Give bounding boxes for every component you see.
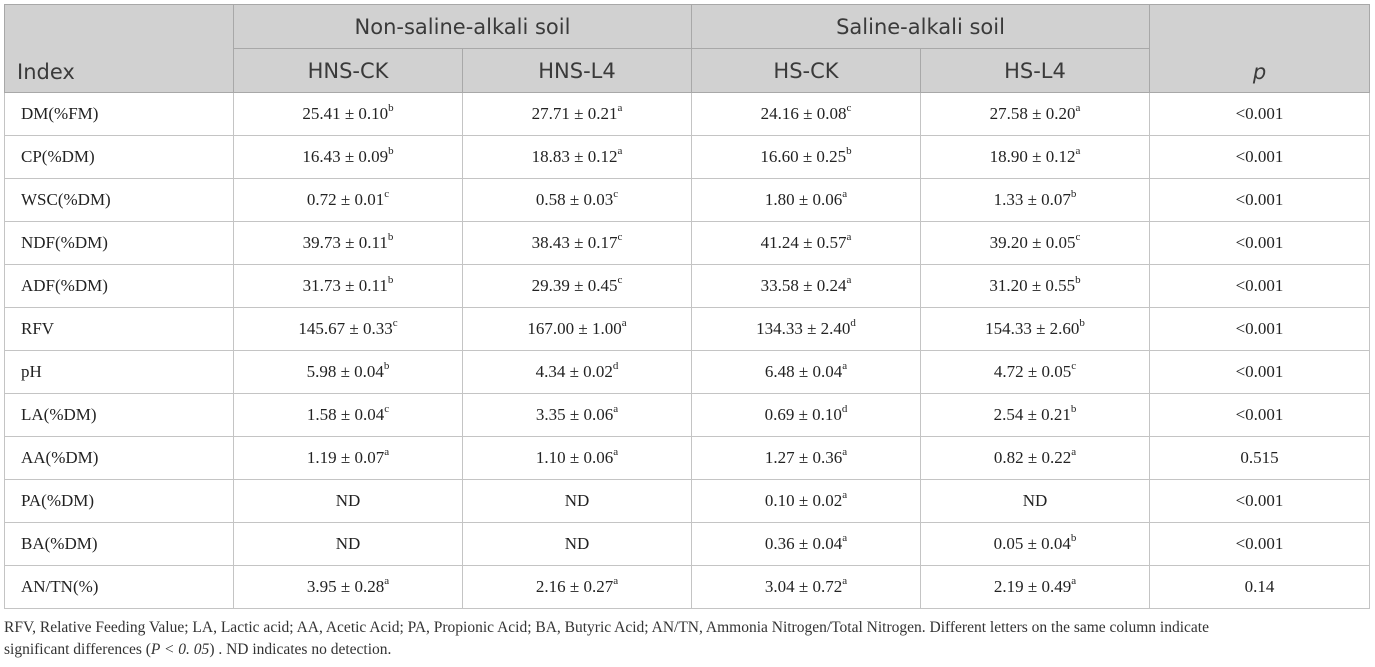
cell-value: 16.43 ± 0.09 [302, 147, 389, 166]
p-value-cell: <0.001 [1150, 523, 1370, 566]
table-body [5, 93, 1370, 609]
footnote-line-2-post: ) . ND indicates no detection. [209, 641, 392, 658]
significance-letter: a [846, 231, 852, 244]
cell-value: ND [564, 534, 590, 553]
table-row [5, 437, 1370, 480]
significance-letter: a [842, 360, 848, 373]
table-row [5, 136, 1370, 179]
subheader-hs-ck: HS-CK [692, 49, 921, 93]
table-cell [234, 437, 463, 480]
significance-letter: a [846, 274, 852, 287]
cell-value: 167.00 ± 1.00 [527, 319, 622, 338]
table-cell [921, 480, 1150, 523]
table-cell [463, 523, 692, 566]
cell-value: 4.72 ± 0.05 [993, 362, 1072, 381]
p-value-cell: <0.001 [1150, 351, 1370, 394]
table-cell [234, 394, 463, 437]
footnote-line-1: RFV, Relative Feeding Value; LA, Lactic acid; AA, Acetic Acid; PA, Propionic Acid; BA, Butyric Acid; AN/TN, Ammonia Nitrogen/Total Nitrogen. Different letters on the same column indicate [4, 619, 1209, 636]
cell-value: 3.95 ± 0.28 [306, 577, 385, 596]
table-cell [463, 566, 692, 609]
subheader-hns-ck: HNS-CK [234, 49, 463, 93]
row-label: PA(%DM) [5, 480, 234, 523]
table-cell [921, 179, 1150, 222]
table-row [5, 480, 1370, 523]
table-cell [463, 222, 692, 265]
table-cell [463, 308, 692, 351]
significance-letter: a [1071, 446, 1077, 459]
cell-value: 134.33 ± 2.40 [756, 319, 851, 338]
significance-letter: c [617, 274, 623, 287]
significance-letter: b [387, 274, 394, 287]
table-cell [234, 93, 463, 136]
table-row [5, 308, 1370, 351]
table-cell [234, 179, 463, 222]
significance-letter: b [383, 360, 390, 373]
cell-value: 18.83 ± 0.12 [531, 147, 618, 166]
table-cell [234, 566, 463, 609]
significance-letter: b [1070, 403, 1077, 416]
table-cell [463, 265, 692, 308]
table-cell [921, 566, 1150, 609]
significance-letter: a [1075, 145, 1081, 158]
cell-value: 1.33 ± 0.07 [993, 190, 1071, 209]
row-label: DM(%FM) [5, 93, 234, 136]
p-value-cell: <0.001 [1150, 480, 1370, 523]
significance-letter: b [387, 231, 394, 244]
significance-letter: a [842, 575, 848, 588]
table-cell [692, 394, 921, 437]
p-value-cell: <0.001 [1150, 222, 1370, 265]
p-value-header: p [1150, 5, 1370, 93]
cell-value: 1.27 ± 0.36 [764, 448, 843, 467]
p-value-cell: <0.001 [1150, 136, 1370, 179]
significance-letter: a [621, 317, 627, 330]
group-header-saline: Saline-alkali soil [692, 5, 1150, 49]
cell-value: 0.10 ± 0.02 [764, 491, 843, 510]
significance-letter: a [842, 446, 848, 459]
row-label: CP(%DM) [5, 136, 234, 179]
significance-letter: c [1071, 360, 1077, 373]
row-label: NDF(%DM) [5, 222, 234, 265]
p-value-cell: 0.515 [1150, 437, 1370, 480]
table-cell [234, 265, 463, 308]
cell-value: 39.20 ± 0.05 [989, 233, 1076, 252]
footnote-line-2-pre: significant differences ( [4, 641, 151, 658]
significance-letter: c [1075, 231, 1081, 244]
cell-value: 31.20 ± 0.55 [989, 276, 1076, 295]
cell-value: 3.04 ± 0.72 [764, 577, 843, 596]
table-cell [234, 136, 463, 179]
table-cell [692, 93, 921, 136]
row-label: ADF(%DM) [5, 265, 234, 308]
significance-letter: b [1070, 188, 1077, 201]
cell-value: 1.58 ± 0.04 [306, 405, 385, 424]
significance-letter: a [617, 102, 623, 115]
table-cell [692, 523, 921, 566]
cell-value: 29.39 ± 0.45 [531, 276, 618, 295]
cell-value: 1.19 ± 0.07 [306, 448, 385, 467]
cell-value: 6.48 ± 0.04 [764, 362, 843, 381]
table-cell [692, 136, 921, 179]
significance-letter: c [846, 102, 852, 115]
row-label: pH [5, 351, 234, 394]
footnote-line-2 [4, 639, 1369, 661]
cell-value: 1.80 ± 0.06 [764, 190, 843, 209]
cell-value: 0.69 ± 0.10 [764, 405, 842, 424]
table-cell [692, 265, 921, 308]
table-cell [463, 351, 692, 394]
cell-value: 2.16 ± 0.27 [535, 577, 614, 596]
cell-value: 33.58 ± 0.24 [760, 276, 847, 295]
significance-letter: a [384, 575, 390, 588]
significance-letter: b [388, 145, 394, 158]
cell-value: 24.16 ± 0.08 [760, 104, 847, 123]
table-cell [234, 308, 463, 351]
cell-value: ND [335, 534, 361, 553]
cell-value: 18.90 ± 0.12 [989, 147, 1076, 166]
table-cell [463, 437, 692, 480]
p-value-cell: 0.14 [1150, 566, 1370, 609]
cell-value: 5.98 ± 0.04 [306, 362, 384, 381]
significance-letter: a [617, 145, 623, 158]
significance-letter: c [617, 231, 623, 244]
significance-letter: a [842, 489, 848, 502]
index-header: Index [5, 5, 234, 93]
cell-value: 4.34 ± 0.02 [535, 362, 613, 381]
cell-value: 145.67 ± 0.33 [298, 319, 393, 338]
table-cell [692, 480, 921, 523]
table-cell [692, 437, 921, 480]
p-value-cell: <0.001 [1150, 93, 1370, 136]
significance-letter: b [1070, 532, 1077, 545]
row-label: AA(%DM) [5, 437, 234, 480]
table-cell [692, 179, 921, 222]
cell-value: ND [564, 491, 590, 510]
subheader-hs-l4: HS-L4 [921, 49, 1150, 93]
table-cell [692, 222, 921, 265]
table-cell [234, 351, 463, 394]
significance-letter: d [850, 317, 856, 330]
table-cell [921, 351, 1150, 394]
table-cell [234, 480, 463, 523]
cell-value: 0.05 ± 0.04 [993, 534, 1071, 553]
cell-value: 27.58 ± 0.20 [989, 104, 1076, 123]
cell-value: 0.82 ± 0.22 [993, 448, 1072, 467]
significance-letter: a [613, 575, 619, 588]
cell-value: 3.35 ± 0.06 [535, 405, 614, 424]
group-header-non-saline: Non-saline-alkali soil [234, 5, 692, 49]
p-value-cell: <0.001 [1150, 265, 1370, 308]
table-row [5, 351, 1370, 394]
table-cell [692, 308, 921, 351]
p-value-cell: <0.001 [1150, 308, 1370, 351]
table-cell [921, 265, 1150, 308]
table-cell [463, 480, 692, 523]
table-cell [921, 308, 1150, 351]
row-label: RFV [5, 308, 234, 351]
cell-value: 0.58 ± 0.03 [535, 190, 614, 209]
table-cell [921, 222, 1150, 265]
table-cell [692, 566, 921, 609]
table-cell [234, 222, 463, 265]
significance-letter: c [613, 188, 619, 201]
row-label: BA(%DM) [5, 523, 234, 566]
cell-value: 16.60 ± 0.25 [760, 147, 847, 166]
table-row [5, 394, 1370, 437]
table-row [5, 179, 1370, 222]
p-value-cell: <0.001 [1150, 179, 1370, 222]
table-row [5, 222, 1370, 265]
table-cell [921, 93, 1150, 136]
significance-letter: b [1079, 317, 1085, 330]
cell-value: 2.54 ± 0.21 [993, 405, 1071, 424]
table-cell [921, 523, 1150, 566]
cell-value: 0.72 ± 0.01 [306, 190, 385, 209]
table-cell [921, 394, 1150, 437]
significance-letter: c [392, 317, 398, 330]
cell-value: 31.73 ± 0.11 [302, 276, 388, 295]
significance-letter: b [1075, 274, 1081, 287]
row-label: LA(%DM) [5, 394, 234, 437]
cell-value: ND [335, 491, 361, 510]
cell-value: 25.41 ± 0.10 [302, 104, 389, 123]
footnote-math: P < 0. 05 [150, 641, 210, 658]
significance-letter: a [1075, 102, 1081, 115]
table-container [4, 4, 1369, 661]
table-footnote [4, 617, 1369, 661]
significance-letter: d [841, 403, 848, 416]
cell-value: ND [1022, 491, 1048, 510]
row-label: AN/TN(%) [5, 566, 234, 609]
cell-value: 27.71 ± 0.21 [531, 104, 618, 123]
subheader-hns-l4: HNS-L4 [463, 49, 692, 93]
table-cell [463, 93, 692, 136]
significance-letter: a [842, 188, 848, 201]
significance-letter: a [613, 446, 619, 459]
table-row [5, 93, 1370, 136]
significance-letter: b [388, 102, 394, 115]
row-label: WSC(%DM) [5, 179, 234, 222]
table-cell [463, 394, 692, 437]
significance-letter: d [612, 360, 619, 373]
table-cell [692, 351, 921, 394]
significance-letter: a [384, 446, 390, 459]
significance-letter: a [613, 403, 619, 416]
significance-letter: c [384, 403, 390, 416]
table-cell [921, 136, 1150, 179]
table-row [5, 523, 1370, 566]
table-cell [234, 523, 463, 566]
table-row [5, 566, 1370, 609]
cell-value: 39.73 ± 0.11 [302, 233, 388, 252]
cell-value: 38.43 ± 0.17 [531, 233, 618, 252]
cell-value: 41.24 ± 0.57 [760, 233, 847, 252]
cell-value: 154.33 ± 2.60 [985, 319, 1080, 338]
significance-letter: a [842, 532, 848, 545]
table-cell [463, 136, 692, 179]
results-table [4, 4, 1370, 609]
significance-letter: b [846, 145, 852, 158]
cell-value: 1.10 ± 0.06 [535, 448, 614, 467]
table-cell [463, 179, 692, 222]
table-cell [921, 437, 1150, 480]
cell-value: 0.36 ± 0.04 [764, 534, 843, 553]
table-row [5, 265, 1370, 308]
significance-letter: c [384, 188, 390, 201]
cell-value: 2.19 ± 0.49 [993, 577, 1072, 596]
significance-letter: a [1071, 575, 1077, 588]
p-value-cell: <0.001 [1150, 394, 1370, 437]
